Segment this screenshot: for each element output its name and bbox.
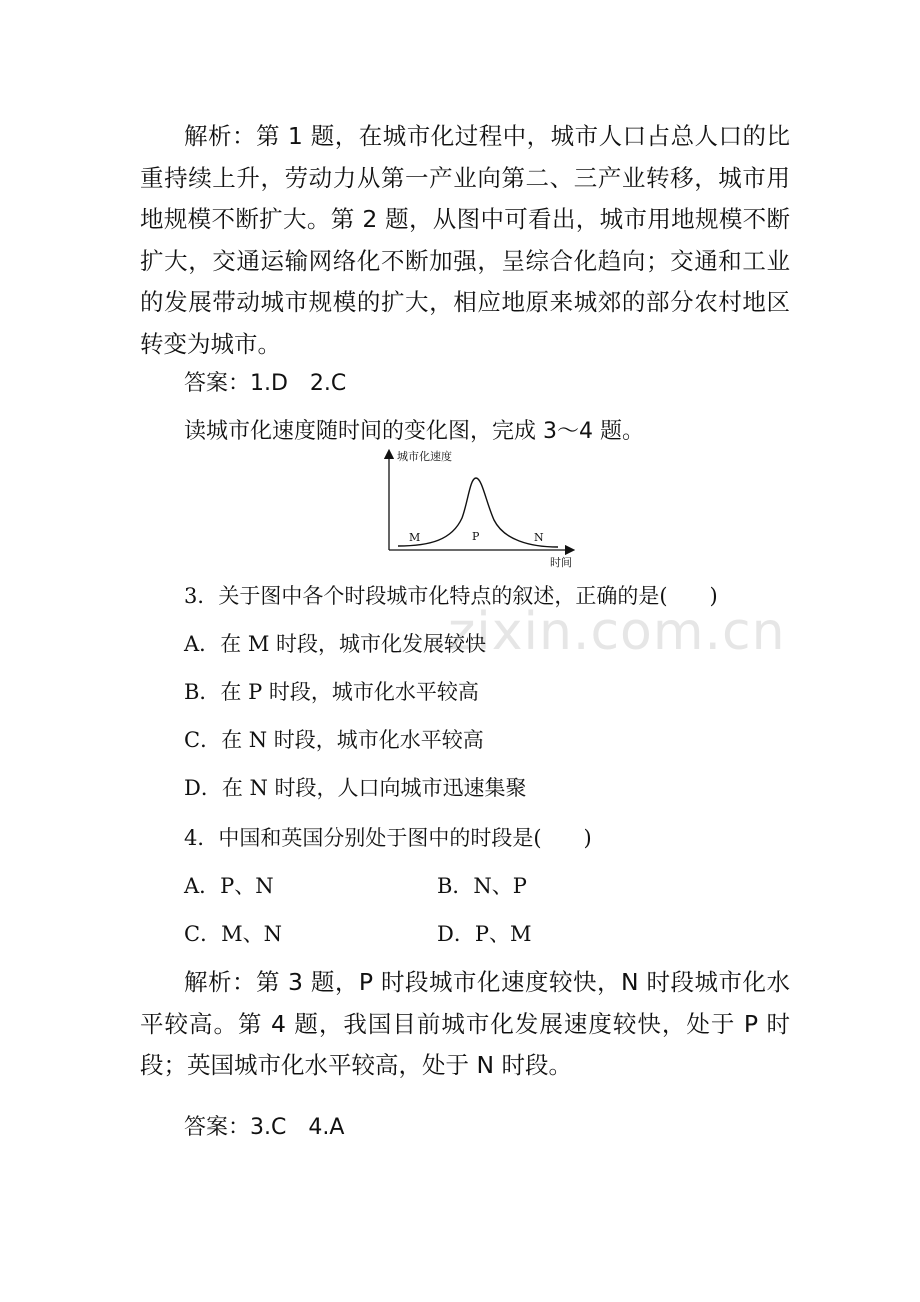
urbanization-speed-chart <box>370 448 580 570</box>
question-4-option-a: A．P、N <box>184 874 274 898</box>
question-4-option-b: B．N、P <box>437 874 527 898</box>
question-4-stem: 4．中国和英国分别处于图中的时段是( ) <box>184 826 592 850</box>
period-label-p: P <box>472 530 480 543</box>
answer-q1-q2: 答案：1.D 2.C <box>184 371 347 396</box>
y-axis-label: 城市化速度 <box>397 450 452 463</box>
period-label-m: M <box>409 531 421 544</box>
watermark: zixin.com.cn <box>448 602 786 662</box>
question-intro: 读城市化速度随时间的变化图，完成 3～4 题。 <box>184 419 644 444</box>
period-label-n: N <box>534 531 544 544</box>
question-4-option-d: D．P、M <box>437 922 532 946</box>
x-axis-label: 时间 <box>550 556 572 569</box>
question-4-option-c: C．M、N <box>184 922 282 946</box>
analysis-q3-q4: 解析：第 3 题，P 时段城市化速度较快，N 时段城市化水平较高。第 4 题，我国目前城市化发展速度较快，处于 P 时段；英国城市化水平较高，处于 N 时段。 <box>140 968 790 1079</box>
question-3-stem: 3．关于图中各个时段城市化特点的叙述，正确的是( ) <box>184 584 718 608</box>
question-3-option-a: A．在 M 时段，城市化发展较快 <box>184 632 487 656</box>
question-3-option-b: B．在 P 时段，城市化水平较高 <box>184 680 479 704</box>
answer-q3-q4: 答案：3.C 4.A <box>184 1115 345 1140</box>
question-3-option-c: C．在 N 时段，城市化水平较高 <box>184 728 484 752</box>
analysis-q1-q2: 解析：第 1 题，在城市化过程中，城市人口占总人口的比重持续上升，劳动力从第一产业向第二、三产业转移，城市用地规模不断扩大。第 2 题，从图中可看出，城市用地规模不断扩大，交通运输网络化不断加强，呈综合化趋向；交通和工业的发展带动城市规模的扩大，相应地原来城郊的部分农村地区转变为城市。 <box>140 122 790 358</box>
question-3-option-d: D．在 N 时段，人口向城市迅速集聚 <box>184 776 527 800</box>
